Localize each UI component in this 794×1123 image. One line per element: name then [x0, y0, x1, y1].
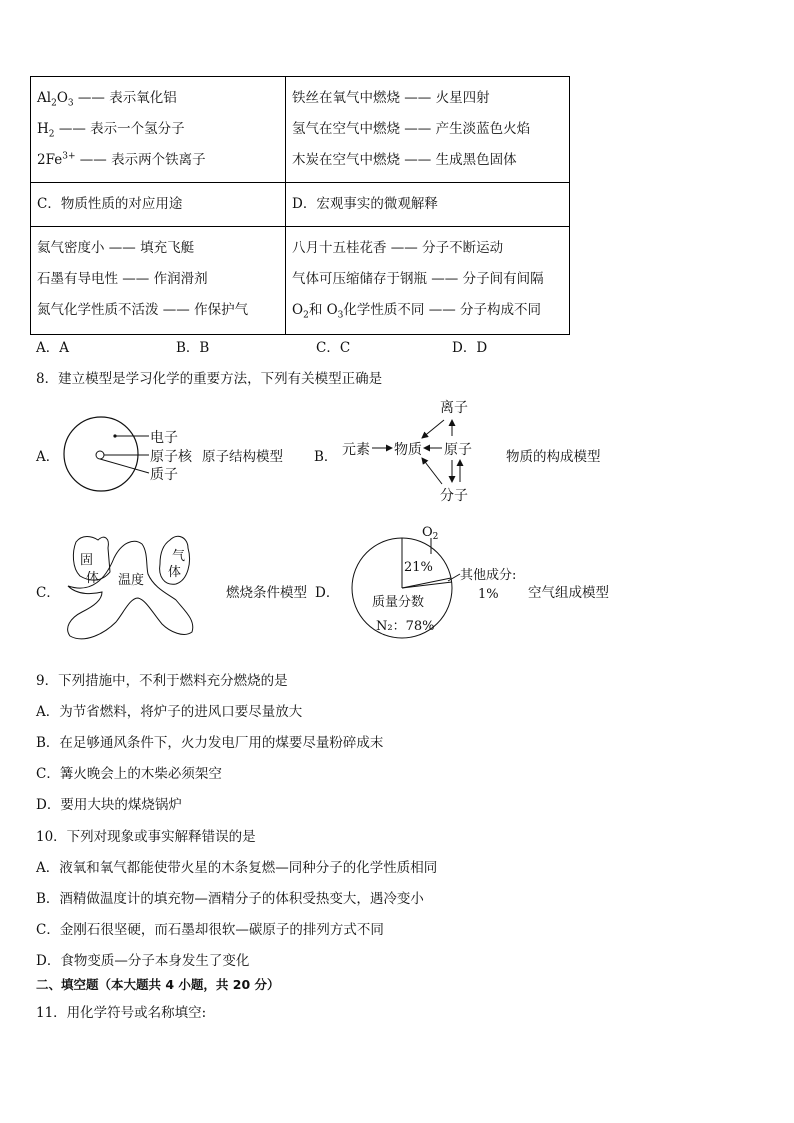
list-item: $O_2$和 $O_3$化学性质不同 —— 分子构成不同 [292, 302, 541, 321]
list-item: 气体可压缩储存于钢瓶 —— 分子间有间隔 [292, 271, 544, 287]
q8-b-caption: 物质的构成模型 [506, 449, 601, 465]
atom-node: 原子 [444, 442, 472, 458]
gas-label-2: 体 [168, 565, 182, 580]
temperature-label: 温度 [118, 573, 145, 588]
q7-choice-b[interactable]: B．B [176, 340, 210, 356]
proton-label: 质子 [150, 467, 178, 483]
q9-stem: 9．下列措施中，不利于燃料充分燃烧的是 [36, 673, 288, 689]
q9-option-a[interactable]: A．为节省燃料，将炉子的进风口要尽量放大 [36, 704, 303, 720]
cell-b [286, 77, 570, 183]
q7-choice-a[interactable]: A．A [36, 340, 69, 356]
ion-node: 离子 [440, 400, 468, 416]
n2-label: N₂：78% [376, 619, 435, 634]
cell-d-head: D．宏观事实的微观解释 [286, 183, 570, 227]
q8-option-c-letter[interactable]: C． [36, 585, 60, 601]
q8-d-caption: 空气组成模型 [528, 585, 609, 601]
matter-composition-diagram [338, 394, 488, 506]
q10-option-b[interactable]: B．酒精做温度计的填充物—酒精分子的体积受热变大，遇冷变小 [36, 891, 424, 907]
gas-label-1: 气 [172, 549, 186, 564]
q9-option-b[interactable]: B．在足够通风条件下，火力发电厂用的煤要尽量粉碎成末 [36, 735, 384, 751]
element-node: 元素 [342, 442, 370, 458]
q8-stem: 8．建立模型是学习化学的重要方法，下列有关模型正确是 [36, 371, 383, 387]
molecule-node: 分子 [440, 488, 468, 504]
other-percent: 1% [478, 587, 499, 602]
q9-option-d[interactable]: D．要用大块的煤烧锅炉 [36, 797, 182, 813]
q8-option-a-letter[interactable]: A． [36, 449, 60, 465]
list-item: 木炭在空气中燃烧 —— 生成黑色固体 [292, 152, 517, 168]
q7-options-table [30, 76, 570, 335]
substance-node: 物质 [394, 442, 422, 458]
table-row [31, 77, 570, 183]
list-item: $H_2$ —— 表示一个氢分子 [37, 121, 185, 140]
list-item: 石墨有导电性 —— 作润滑剂 [37, 271, 208, 287]
air-composition-pie [348, 524, 528, 644]
list-item: 氦气密度小 —— 填充飞艇 [37, 240, 195, 256]
cell-c [31, 227, 286, 335]
table-row [31, 227, 570, 335]
electron-label: 电子 [150, 430, 178, 446]
solid-label-1: 固 [80, 553, 94, 568]
q11-stem: 11．用化学符号或名称填空: [36, 1005, 207, 1021]
atom-structure-diagram [60, 416, 210, 492]
cell-c-head: C．物质性质的对应用途 [31, 183, 286, 227]
q10-option-c[interactable]: C．金刚石很坚硬，而石墨却很软—碳原子的排列方式不同 [36, 922, 384, 938]
combustion-condition-diagram [62, 528, 202, 648]
table-row [31, 183, 570, 227]
cell-d [286, 227, 570, 335]
other-label: 其他成分: [460, 568, 517, 583]
q8-option-d-letter[interactable]: D． [315, 585, 340, 601]
list-item: 氮气化学性质不活泼 —— 作保护气 [37, 302, 249, 318]
list-item: 铁丝在氧气中燃烧 —— 火星四射 [292, 90, 490, 106]
list-item: 八月十五桂花香 —— 分子不断运动 [292, 240, 504, 256]
q9-option-c[interactable]: C．篝火晚会上的木柴必须架空 [36, 766, 222, 782]
q7-choice-c[interactable]: C．C [316, 340, 351, 356]
list-item: $2Fe^{3+}$ —— 表示两个铁离子 [37, 151, 206, 168]
q10-option-a[interactable]: A．液氧和氧气都能使带火星的木条复燃—同种分子的化学性质相同 [36, 860, 438, 876]
pie-center-label: 质量分数 [372, 595, 425, 610]
o2-percent: 21% [404, 560, 433, 575]
list-item: 氢气在空气中燃烧 —— 产生淡蓝色火焰 [292, 121, 531, 137]
cell-a [31, 77, 286, 183]
o2-label: $O_2$ [422, 525, 439, 542]
q8-a-caption: 原子结构模型 [202, 449, 283, 465]
list-item: $Al_2O_3$ —— 表示氧化铝 [37, 90, 177, 109]
q10-option-d[interactable]: D．食物变质—分子本身发生了变化 [36, 953, 250, 969]
solid-label-2: 体 [86, 571, 100, 586]
nucleus-label: 原子核 [150, 449, 192, 465]
q8-option-b-letter[interactable]: B． [314, 449, 338, 465]
q7-choice-d[interactable]: D．D [452, 340, 488, 356]
q10-stem: 10．下列对现象或事实解释错误的是 [36, 829, 256, 845]
section-heading: 二、填空题（本大题共 4 小题，共 20 分） [36, 977, 280, 992]
q8-c-caption: 燃烧条件模型 [226, 585, 307, 601]
